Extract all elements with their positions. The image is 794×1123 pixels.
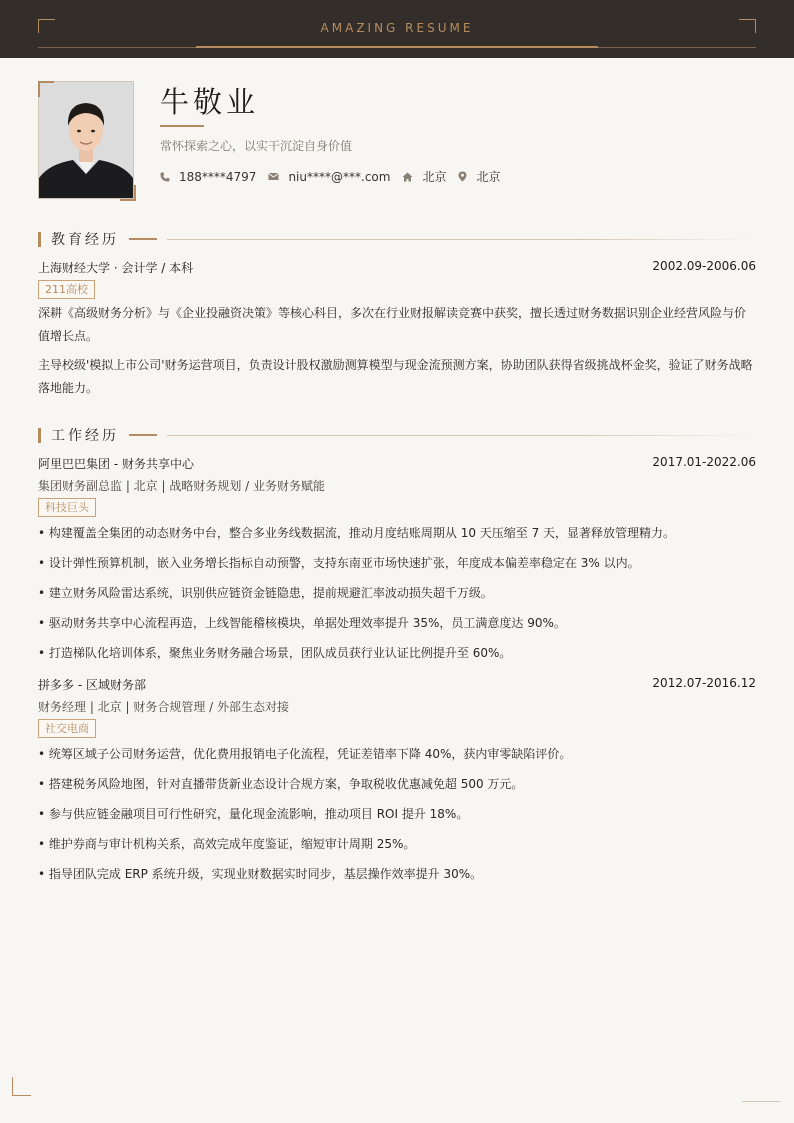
company-tag: 科技巨头 — [38, 498, 96, 517]
photo-corner-bottom-right — [120, 185, 136, 201]
section-marker — [38, 428, 41, 443]
name-underline — [160, 125, 204, 127]
job-bullet: • 维护券商与审计机构关系，高效完成年度鉴证，缩短审计周期 25%。 — [38, 837, 416, 851]
section-dash — [129, 238, 157, 240]
company-tag: 社交电商 — [38, 719, 96, 738]
job-bullet: • 指导团队完成 ERP 系统升级，实现业财数据实时同步，基层操作效率提升 30%。 — [38, 867, 483, 881]
job-bullet: • 参与供应链金融项目可行性研究，量化现金流影响，推动项目 ROI 提升 18%。 — [38, 807, 469, 821]
job-bullet: • 搭建税务风险地图，针对直播带货新业态设计合规方案，争取税收优惠减免超 500 万元。 — [38, 777, 524, 791]
education-section-header — [38, 230, 756, 248]
banner-title: AMAZING RESUME — [320, 21, 474, 35]
home-icon — [402, 172, 413, 182]
contact-phone — [160, 170, 256, 184]
section-dash — [129, 434, 157, 436]
portrait-image — [39, 82, 133, 198]
footer-line-ornament — [742, 1101, 780, 1102]
contact-row — [160, 168, 512, 185]
job-company: 拼多多 - 区域财务部 — [38, 678, 146, 692]
job-bullet: • 统筹区域子公司财务运营，优化费用报销电子化流程，凭证差错率下降 40%，获内审零缺陷评价。 — [38, 747, 572, 761]
candidate-name: 牛敬业 — [160, 85, 260, 119]
work-title: 工作经历 — [51, 428, 119, 444]
school-tag: 211高校 — [38, 280, 95, 299]
job-bullet: • 驱动财务共享中心流程再造，上线智能稽核模块，单据处理效率提升 35%，员工满意度达 90%。 — [38, 616, 566, 630]
job-header — [38, 455, 756, 472]
banner-divider-accent — [196, 46, 598, 48]
section-rule — [167, 239, 756, 240]
tagline: 常怀探索之心，以实干沉淀自身价值 — [160, 139, 353, 153]
contact-email — [268, 170, 390, 184]
job-bullet: • 建立财务风险雷达系统，识别供应链资金链隐患，提前规避汇率波动损失超千万级。 — [38, 586, 493, 600]
job-bullet: • 打造梯队化培训体系，聚焦业务财务融合场景，团队成员获行业认证比例提升至 60%。 — [38, 646, 512, 660]
section-rule — [167, 435, 756, 436]
job-dates: 2017.01-2022.06 — [652, 455, 756, 469]
work-section-header — [38, 426, 756, 444]
job-bullet: • 设计弹性预算机制，嵌入业务增长指标自动预警，支持东南亚市场快速扩张，年度成本偏差率稳定在 3% 以内。 — [38, 556, 640, 570]
profile-photo — [38, 81, 134, 199]
job-header — [38, 676, 756, 693]
school-line: 上海财经大学 · 会计学 / 本科 — [38, 261, 194, 275]
contact-home — [402, 168, 446, 185]
contact-location — [458, 168, 500, 185]
section-marker — [38, 232, 41, 247]
job-dates: 2012.07-2016.12 — [652, 676, 756, 690]
email-address: niu****@***.com — [288, 169, 391, 184]
photo-corner-top-left — [38, 81, 54, 97]
job-company: 阿里巴巴集团 - 财务共享中心 — [38, 457, 194, 471]
footer-corner-ornament — [12, 1077, 31, 1096]
mail-icon — [268, 172, 279, 181]
education-entry-header — [38, 259, 756, 276]
location-city: 北京 — [476, 170, 501, 184]
phone-number: 188****4797 — [179, 169, 257, 184]
home-city: 北京 — [422, 170, 447, 184]
job-role: 集团财务副总监 | 北京 | 战略财务规划 / 业务财务赋能 — [38, 479, 326, 493]
phone-icon — [160, 172, 170, 182]
location-pin-icon — [458, 171, 467, 182]
education-title: 教育经历 — [51, 232, 119, 248]
education-paragraph: 主导校级'模拟上市公司'财务运营项目，负责设计股权激励测算模型与现金流预测方案，协助团队获得省级挑战杯金奖，验证了财务战略落地能力。 — [38, 358, 753, 395]
job-bullet: • 构建覆盖全集团的动态财务中台，整合多业务线数据流，推动月度结账周期从 10 天压缩至 7 天，显著释放管理精力。 — [38, 526, 676, 540]
education-paragraph: 深耕《高级财务分析》与《企业投融资决策》等核心科目，多次在行业财报解读竞赛中获奖，擅长透过财务数据识别企业经营风险与价值增长点。 — [38, 306, 747, 343]
education-dates: 2002.09-2006.06 — [652, 259, 756, 273]
header-banner — [0, 0, 794, 58]
job-role: 财务经理 | 北京 | 财务合规管理 / 外部生态对接 — [38, 700, 290, 714]
